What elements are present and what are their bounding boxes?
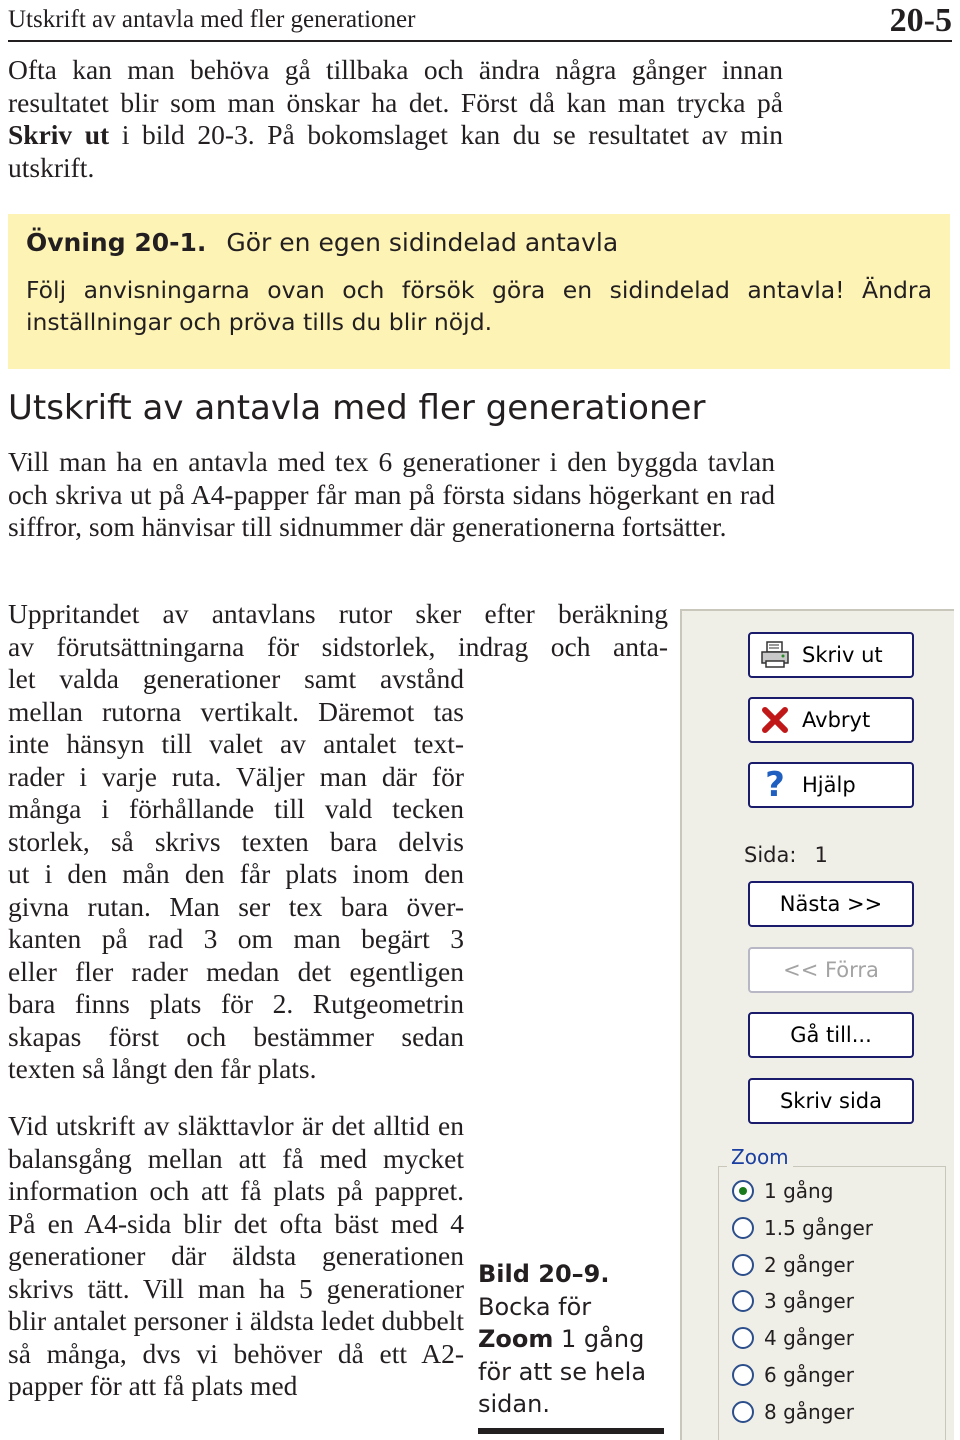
radio-button[interactable] [732,1364,754,1386]
print-button[interactable] [748,632,914,678]
radio-button[interactable] [732,1254,754,1276]
zoom-option-label: 4 gånger [764,1326,854,1351]
exercise-number: Övning 20-1. [26,228,207,257]
exercise-body: Följ anvisningarna ovan och försök göra en sidindelad antavla! Ändra inställningar och pröva tills du blir nöjd. [26,276,932,336]
radio-button[interactable] [732,1327,754,1349]
intro-text-pre: Ofta kan man behöva gå tillbaka och ändra några gånger innan resultatet blir som man önskar ha det. Först då kan man trycka på [8,54,783,118]
zoom-option-label: 8 gånger [764,1399,854,1424]
paragraph-line: kanten på rad 3 om man begärt 3 [8,923,464,954]
radio-button[interactable] [732,1290,754,1312]
exercise-title [26,228,618,257]
paragraph-line: texten så långt den får plats. [8,1053,317,1084]
zoom-option-label: 3 gånger [764,1289,854,1314]
exercise-subtitle: Gör en egen sidindelad antavla [226,228,619,257]
zoom-option[interactable] [732,1323,854,1353]
radio-button[interactable] [732,1401,754,1423]
section-paragraph-3: Vid utskrift av släkttavlor är det alltid en balansgång mellan att få med mycket information och att få plats på pappret. På en A4-sida blir det ofta bäst med 4 generationer där äldsta generationen skrivs tätt. Vill man ha 5 generationer blir antalet personer i äldsta ledet dubbelt så många, dvs vi behöver då ett A2-papper för att få plats med [8,1110,464,1401]
paragraph-line: rader i varje ruta. Väljer man där för [8,760,464,792]
zoom-option[interactable] [732,1250,854,1280]
section-heading: Utskrift av antavla med fler generationer [8,388,706,428]
help-button-label: Hjälp [802,773,856,797]
paragraph-line: inte hänsyn till valet av antalet text- [8,728,464,759]
radio-button[interactable] [732,1217,754,1239]
cancel-button[interactable] [748,697,914,743]
printer-icon [760,640,790,670]
caption-text-pre: Bocka för [478,1292,592,1321]
zoom-option-label: 1.5 gånger [764,1215,874,1240]
print-button-label: Skriv ut [802,643,883,667]
radio-button[interactable] [732,1180,754,1202]
zoom-option[interactable] [732,1176,833,1206]
page-value: 1 [814,843,828,867]
zoom-option[interactable] [732,1397,854,1427]
help-button[interactable] [748,762,914,808]
intro-bold-skriv-ut: Skriv ut [8,119,110,150]
cancel-button-label: Avbryt [802,708,871,732]
section-paragraph-1: Vill man ha en antavla med tex 6 generationer i den byggda tavlan och skriva ut på A4-papper får man på första sidans högerkant en rad siffror, som hänvisar till sidnummer där generationerna fortsätter. [8,446,775,542]
print-preview-panel [680,609,954,1440]
page-number: 20-5 [889,2,952,39]
next-button[interactable]: Nästa >> [748,881,914,927]
paragraph-line: storlek, så skrivs texten bara delvis [8,825,464,857]
print-page-button[interactable]: Skriv sida [748,1078,914,1124]
paragraph-line: mellan rutorna vertikalt. Däremot tas [8,695,464,727]
paragraph-line: av förutsättningarna för sidstorlek, indrag och anta- [8,630,668,662]
zoom-option[interactable] [732,1286,854,1316]
paragraph-line: eller fler rader medan det egentligen [8,955,464,987]
figure-caption [478,1258,668,1421]
paragraph-line: bara finns plats för 2. Rutgeometrin [8,988,464,1019]
intro-paragraph [8,54,783,184]
zoom-option[interactable] [732,1213,873,1243]
page-label: Sida: [744,843,797,867]
exercise-box [8,214,950,369]
zoom-option-label: 2 gånger [764,1252,854,1277]
caption-label: Bild 20–9. [478,1260,610,1288]
help-question-icon: ? [765,765,785,805]
intro-text-post: i bild 20-3. På bokomslaget kan du se resultatet av min utskrift. [8,119,783,183]
paragraph-line: ut i den mån den får plats inom den [8,858,464,889]
caption-rule [478,1428,664,1434]
section-paragraph-2 [8,598,668,1086]
zoom-legend: Zoom [727,1145,793,1169]
paragraph-line: let valda generationer samt avstånd [8,663,464,694]
cancel-x-icon [760,705,790,735]
paragraph-line: Uppritandet av antavlans rutor sker efter beräkning [8,598,668,629]
paragraph-line: givna rutan. Man ser tex bara över- [8,890,464,922]
paragraph-line: skapas först och bestämmer sedan [8,1020,464,1052]
zoom-option-label: 1 gång [764,1179,834,1203]
zoom-option-label: 6 gånger [764,1363,854,1387]
caption-bold-zoom: Zoom [478,1325,554,1353]
header-title: Utskrift av antavla med fler generationer [8,6,416,33]
prev-button[interactable]: << Förra [748,947,914,993]
caption-text-post: 1 gång för att se hela sidan. [478,1325,647,1418]
page-header [8,0,952,42]
page-indicator [744,843,828,867]
paragraph-line: många i förhållande till vald tecken [8,793,464,824]
goto-button[interactable]: Gå till... [748,1012,914,1058]
zoom-option[interactable] [732,1360,854,1390]
